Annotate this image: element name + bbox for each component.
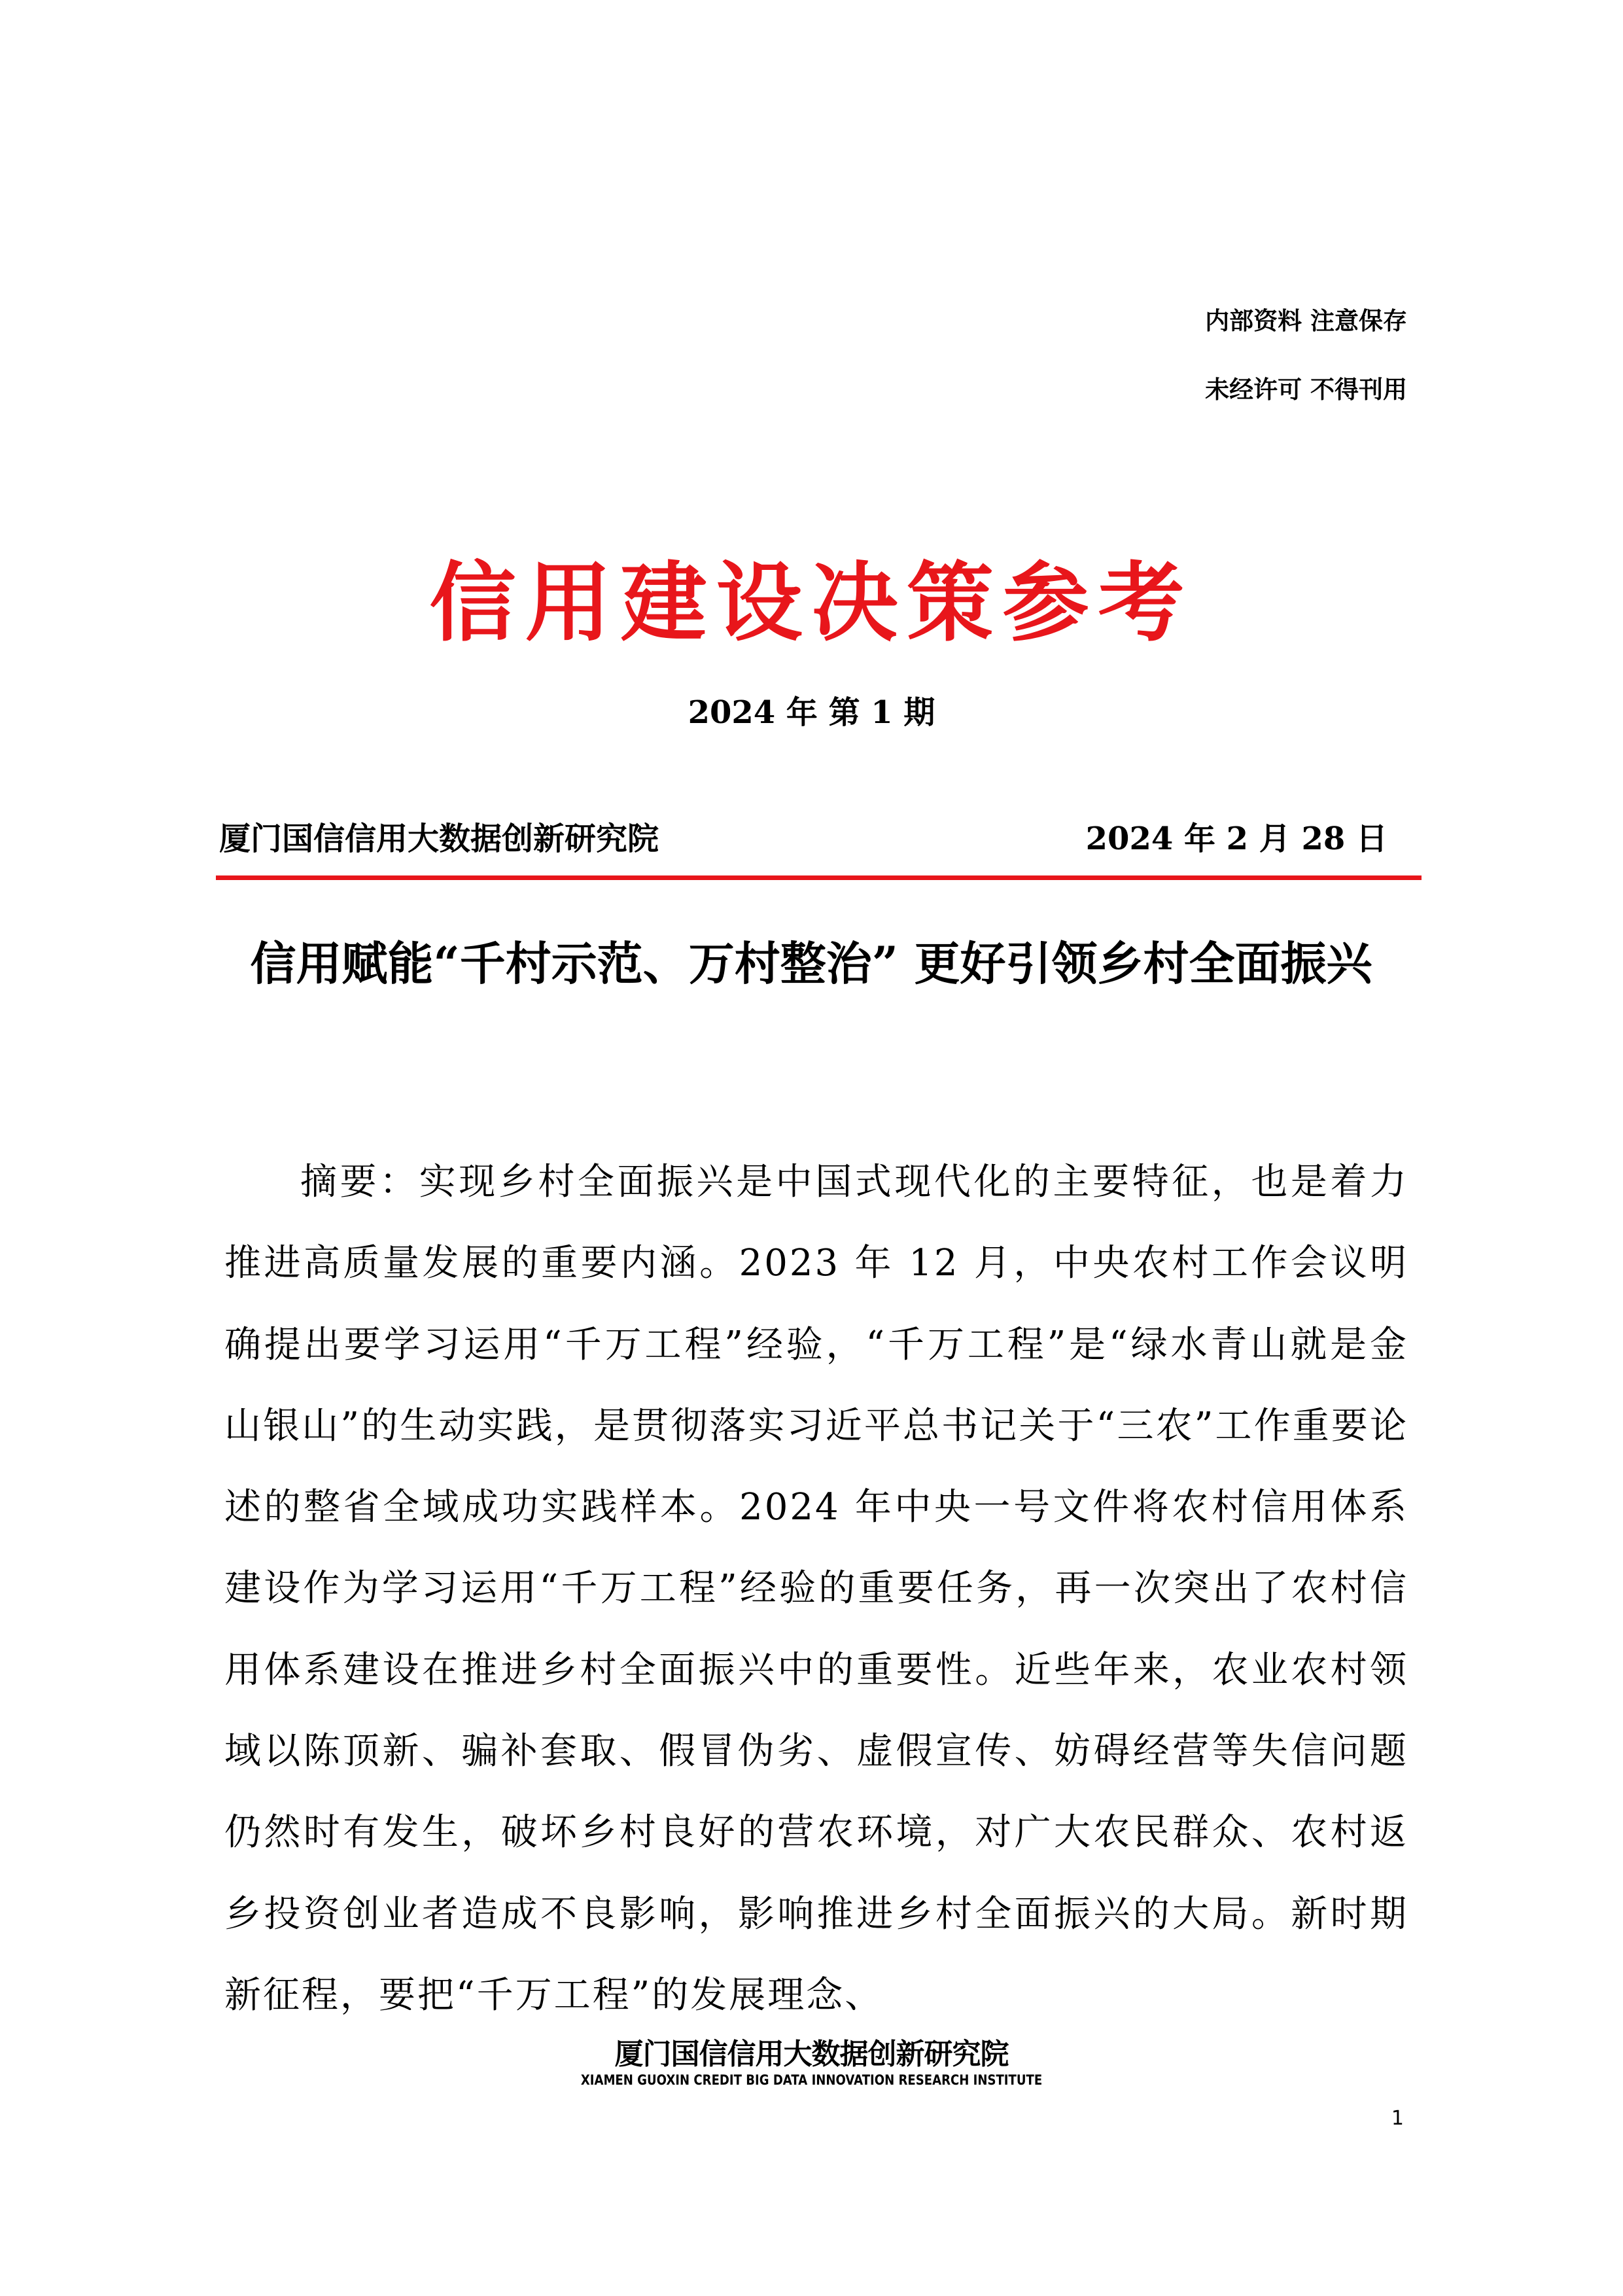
abstract-paragraph: 摘要：实现乡村全面振兴是中国式现代化的主要特征，也是着力推进高质量发展的重要内涵。2023 年 12 月，中央农村工作会议明确提出要学习运用“千万工程”经验，“千万工程”是“绿水青山就是金山银山”的生动实践，是贯彻落实习近平总书记关于“三农”工作重要论述的整省全域成功实践样本。2024 年中央一号文件将农村信用体系建设作为学习运用“千万工程”经验的重要任务，再一次突出了农村信用体系建设在推进乡村全面振兴中的重要性。近些年来，农业农村领域以陈顶新、骗补套取、假冒伪劣、虚假宣传、妨碍经营等失信问题仍然时有发生，破坏乡村良好的营农环境，对广大农民群众、农村返乡投资创业者造成不良影响，影响推进乡村全面振兴的大局。新时期新征程，要把“千万工程”的发展理念、 — [224, 1161, 1408, 2017]
header-divider — [216, 875, 1422, 880]
issue-number: 2024 年 第 1 期 — [688, 694, 935, 731]
internal-notice-line-2: 未经许可 不得刊用 — [1205, 376, 1407, 404]
internal-notice-line-1: 内部资料 注意保存 — [1205, 307, 1407, 335]
article-title: 信用赋能“千村示范、万村整治” 更好引领乡村全面振兴 — [250, 936, 1372, 991]
institute-logo — [0, 2038, 1623, 2089]
publication-date: 2024 年 2 月 28 日 — [1085, 821, 1387, 857]
logo-name: 厦门国信信用大数据创新研究院 — [614, 2038, 1009, 2071]
masthead-title: 信用建设决策参考 — [429, 552, 1194, 654]
page-number: 1 — [1391, 2107, 1404, 2130]
logo-english-name: XIAMEN GUOXIN CREDIT BIG DATA INNOVATION RESEARCH INSTITUTE — [580, 2072, 1043, 2088]
publisher-name: 厦门国信信用大数据创新研究院 — [219, 821, 659, 857]
